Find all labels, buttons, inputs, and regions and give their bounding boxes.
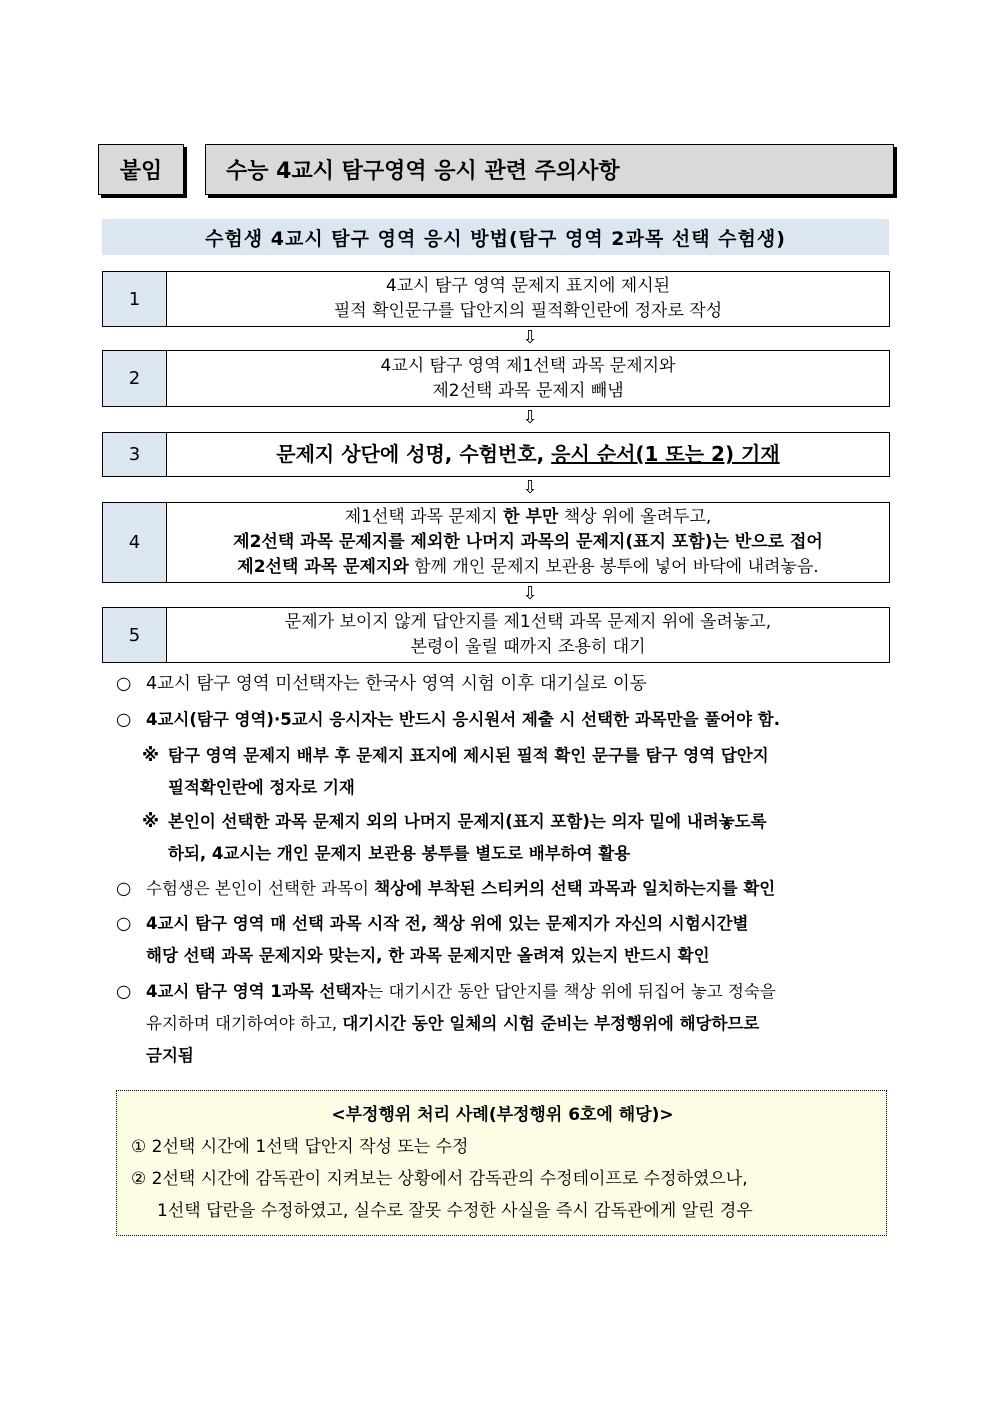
example-item-1: ① 2선택 시간에 1선택 답안지 작성 또는 수정 (131, 1137, 469, 1157)
step-text-plain: 책상 위에 올려두고, (558, 507, 712, 527)
down-arrow-icon: ⇩ (522, 477, 538, 498)
bullet-text-plain: 는 대기시간 동안 답안지를 책상 위에 뒤집어 놓고 정숙을 (367, 982, 776, 1001)
step-line-bold: 제2선택 과목 문제지를 제외한 나머지 과목의 문제지(표지 포함)는 반으로 접어 (233, 532, 823, 552)
step-5 (102, 607, 890, 663)
bullet-text-5-line-1 (146, 976, 776, 1008)
step-text-bold: 한 부만 (503, 507, 559, 527)
step-line (237, 555, 818, 580)
attachment-tag-text: 붙임 (119, 159, 163, 184)
note-marker: ※ (142, 812, 160, 832)
step-text (167, 351, 889, 406)
step-text (167, 608, 889, 662)
bullet-text-4-line-2: 해당 선택 과목 문제지와 맞는지, 한 과목 문제지만 올려져 있는지 반드시 확인 (146, 946, 710, 965)
bullet-text-2: 4교시(탐구 영역)·5교시 응시자는 반드시 응시원서 제출 시 선택한 과목만을 풀어야 함. (146, 710, 781, 729)
note-1-line-1: 탐구 영역 문제지 배부 후 문제지 표지에 제시된 필적 확인 문구를 탐구 영역 답안지 (168, 746, 769, 765)
example-item-2-line-1: ② 2선택 시간에 감독관이 지켜보는 상황에서 감독관의 수정테이프로 수정하였으나, (131, 1169, 748, 1189)
step-number: 1 (103, 272, 167, 326)
step-line (276, 442, 779, 467)
bullet-text-5-line-3: 금지됨 (146, 1046, 194, 1065)
bullet-marker: ○ (116, 674, 132, 694)
step-line: 4교시 탐구 영역 제1선택 과목 문제지와 (380, 355, 676, 376)
step-text-plain: 제1선택 과목 문제지 (344, 507, 504, 527)
note-2-line-1: 본인이 선택한 과목 문제지 외의 나머지 문제지(표지 포함)는 의자 밑에 내려놓도록 (168, 812, 767, 831)
cheating-example-box (116, 1090, 887, 1236)
example-title: <부정행위 처리 사례(부정행위 6호에 해당)> (331, 1105, 674, 1125)
step-text (167, 503, 889, 582)
page-title-text: 수능 4교시 탐구영역 응시 관련 주의사항 (226, 159, 620, 184)
page-title (205, 144, 894, 195)
section-subtitle (102, 219, 889, 255)
bullet-text-5-line-2 (146, 1008, 759, 1040)
bullet-marker: ○ (116, 914, 132, 934)
bullet-marker: ○ (116, 879, 132, 899)
bullet-text-1: 4교시 탐구 영역 미선택자는 한국사 영역 시험 이후 대기실로 이동 (146, 674, 647, 694)
down-arrow-icon: ⇩ (522, 407, 538, 428)
step-2 (102, 350, 890, 407)
step-text (167, 433, 889, 476)
step-number: 2 (103, 351, 167, 406)
note-marker: ※ (142, 746, 160, 766)
bullet-marker: ○ (116, 982, 132, 1002)
bullet-text-bold: 4교시 탐구 영역 1과목 선택자 (146, 982, 368, 1001)
step-text (167, 272, 889, 326)
step-line: 문제가 보이지 않게 답안지를 제1선택 과목 문제지 위에 올려놓고, (284, 612, 772, 632)
step-text-bold: 제2선택 과목 문제지와 (237, 557, 409, 577)
example-item-2-line-2: 1선택 답란을 수정하였고, 실수로 잘못 수정한 사실을 즉시 감독관에게 알린 경우 (157, 1201, 753, 1221)
step-line: 필적 확인문구를 답안지의 필적확인란에 정자로 작성 (333, 301, 723, 321)
step-number: 3 (103, 433, 167, 476)
bullet-text-3 (146, 873, 775, 905)
note-2-line-2: 하되, 4교시는 개인 문제지 보관용 봉투를 별도로 배부하여 활용 (168, 844, 631, 863)
step-3 (102, 432, 890, 477)
section-subtitle-text: 수험생 4교시 탐구 영역 응시 방법(탐구 영역 2과목 선택 수험생) (205, 227, 786, 250)
bullet-text-4-line-1: 4교시 탐구 영역 매 선택 과목 시작 전, 책상 위에 있는 문제지가 자신의 시험시간별 (146, 914, 749, 933)
bullet-text-bold: 대기시간 동안 일체의 시험 준비는 부정행위에 해당하므로 (342, 1014, 760, 1033)
down-arrow-icon: ⇩ (522, 327, 538, 348)
bullet-text-plain: 수험생은 본인이 선택한 과목이 (146, 879, 375, 898)
step-text-plain: 문제지 상단에 성명, 수험번호, (276, 442, 552, 466)
step-line: 4교시 탐구 영역 문제지 표지에 제시된 (385, 276, 671, 296)
step-4 (102, 502, 890, 583)
bullet-text-bold: 책상에 부착된 스티커의 선택 과목과 일치하는지를 확인 (374, 879, 776, 898)
step-1 (102, 271, 890, 327)
note-1-line-2: 필적확인란에 정자로 기재 (168, 778, 355, 797)
step-text-plain: 함께 개인 문제지 보관용 봉투에 넣어 바닥에 내려놓음. (408, 557, 819, 577)
bullet-text-plain: 유지하며 대기하여야 하고, (146, 1014, 343, 1033)
step-number: 4 (103, 503, 167, 582)
bullet-marker: ○ (116, 710, 132, 730)
step-number: 5 (103, 608, 167, 662)
attachment-tag (98, 144, 184, 195)
step-line: 본령이 울릴 때까지 조용히 대기 (410, 637, 646, 657)
step-line (345, 505, 712, 530)
step-text-underlined: 응시 순서(1 또는 2) 기재 (551, 442, 780, 466)
down-arrow-icon: ⇩ (522, 583, 538, 604)
step-line: 제2선택 과목 문제지 빼냄 (432, 380, 624, 401)
